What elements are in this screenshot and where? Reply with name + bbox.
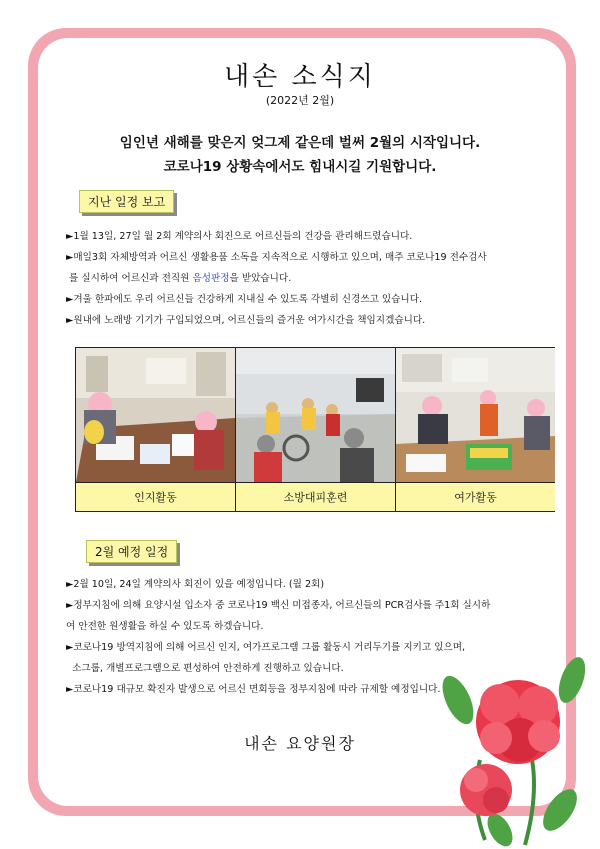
plan-schedule-label: 2월 예정 일정 bbox=[86, 540, 177, 563]
past-schedule-label: 지난 일정 보고 bbox=[79, 190, 174, 213]
past-bullet-2-cont-before: 를 실시하여 어르신과 전직원 bbox=[66, 273, 193, 284]
caption-leisure: 여가활동 bbox=[396, 482, 555, 511]
past-bullet-4: ►원내에 노래방 기기가 구입되었으며, 어르신들의 즐거운 여가시간을 책임지겠습니다. bbox=[66, 315, 426, 326]
cognitive-activity-photo bbox=[76, 348, 235, 482]
plan-bullet-3: ►코로나19 방역지침에 의해 어르신 인지, 여가프로그램 그룹 활동시 거리두기를 지키고 있으며, bbox=[66, 642, 466, 653]
newsletter-date: (2022년 2월) bbox=[265, 94, 335, 107]
director-signature: 내손 요양원장 bbox=[244, 734, 356, 753]
caption-fire-drill: 소방대피훈련 bbox=[236, 482, 395, 511]
past-bullet-2-cont-after: 을 받았습니다. bbox=[229, 273, 292, 284]
plan-bullet-2-cont: 여 안전한 원생활을 하실 수 있도록 하겠습니다. bbox=[66, 621, 264, 632]
past-bullet-2: ►매일3회 자체방역과 어르신 생활용품 소독을 지속적으로 시행하고 있으며, 매주 코로나19 전수검사 bbox=[66, 252, 487, 263]
plan-bullet-2: ►정부지침에 의해 요양시설 입소자 중 코로나19 백신 미접종자, 어르신들의 PCR검사를 주1회 실시하 bbox=[66, 600, 491, 611]
photo-cell-cognitive bbox=[76, 348, 235, 511]
greeting-line-2: 코로나19 상황속에서도 힘내시길 기원합니다. bbox=[163, 159, 437, 175]
past-bullet-1: ►1월 13일, 27일 월 2회 계약의사 회진으로 어르신들의 건강을 관리해드렸습니다. bbox=[66, 231, 413, 242]
caption-cognitive: 인지활동 bbox=[76, 482, 235, 511]
greeting-line-1: 임인년 새해를 맞은지 엊그제 같은데 벌써 2월의 시작입니다. bbox=[119, 135, 481, 151]
plan-bullet-3-cont: 소그룹, 개별프로그램으로 편성하여 안전하게 진행하고 있습니다. bbox=[66, 663, 344, 674]
past-schedule-list bbox=[66, 226, 544, 331]
past-bullet-2-cont bbox=[66, 268, 544, 289]
plan-bullet-4: ►코로나19 대규모 확진자 발생으로 어르신 면회등을 정부지침에 따라 규제할 예정입니다. bbox=[66, 684, 441, 695]
plan-bullet-1: ►2월 10일, 24일 계약의사 회진이 있을 예정입니다. (월 2회) bbox=[66, 579, 325, 590]
fire-drill-photo bbox=[236, 348, 395, 482]
photo-cell-leisure bbox=[395, 348, 555, 511]
leisure-activity-photo bbox=[396, 348, 555, 482]
past-bullet-3: ►겨울 한파에도 우리 어르신들 건강하게 지내실 수 있도록 각별히 신경쓰고 있습니다. bbox=[66, 294, 423, 305]
carnation-flowers-decoration bbox=[440, 640, 600, 849]
newsletter-title: 내손 소식지 bbox=[224, 62, 376, 92]
negative-result-highlight: 음성판정 bbox=[192, 273, 230, 284]
photo-cell-fire-drill bbox=[235, 348, 395, 511]
activity-photo-strip bbox=[75, 347, 555, 512]
